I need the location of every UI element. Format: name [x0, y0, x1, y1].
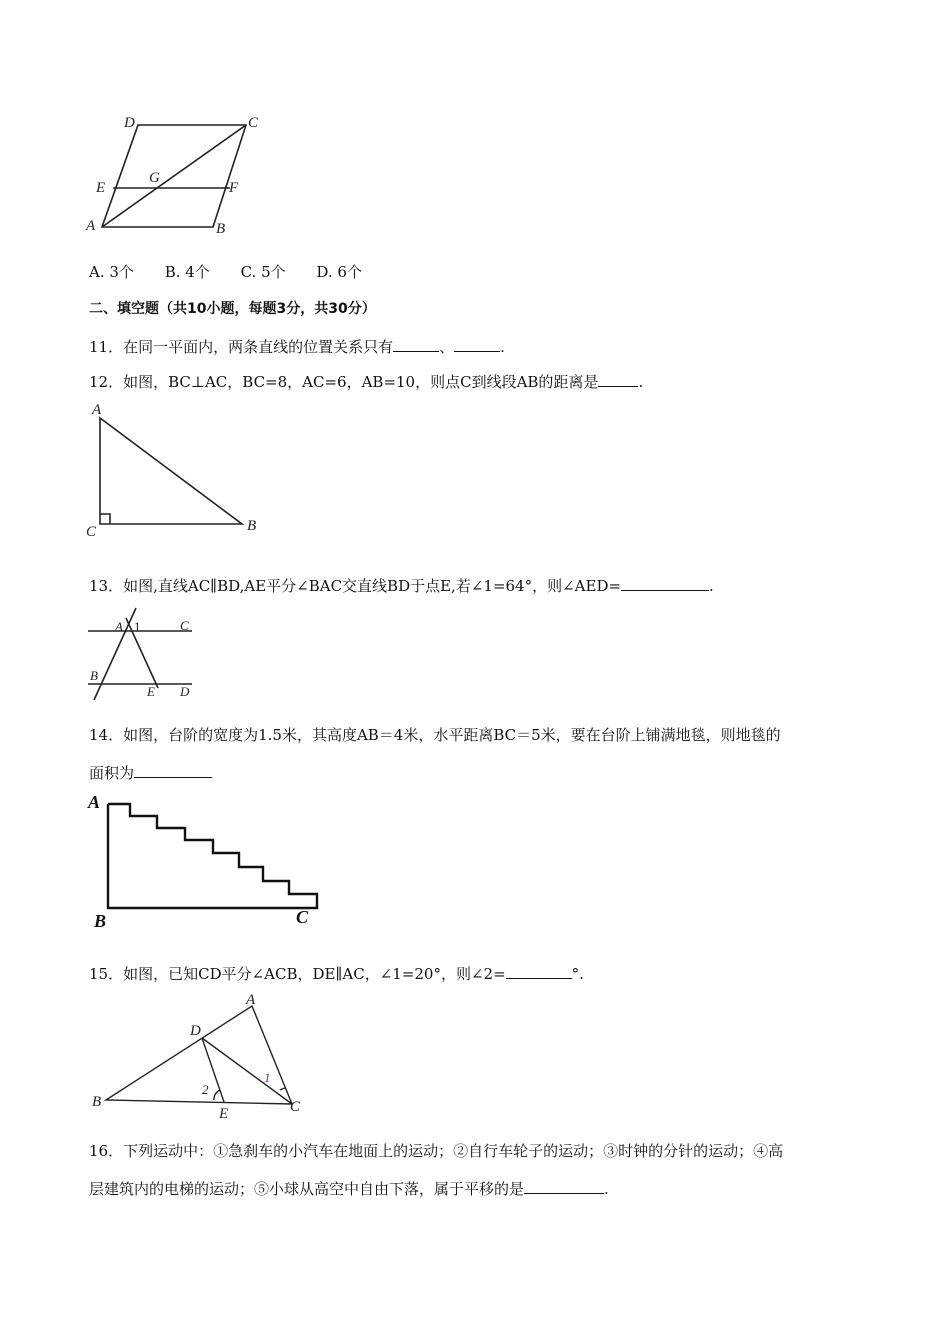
triangle-abc: [106, 1006, 292, 1104]
question-14-line-1: 14．如图，台阶的宽度为1.5米，其高度AB＝4米，水平距离BC＝5米，要在台阶上铺满地毯，则地毯的: [89, 726, 781, 744]
parallel-lines-svg: [84, 604, 204, 704]
q12-blank[interactable]: [598, 372, 638, 387]
label-b: B: [90, 668, 98, 683]
right-angle-mark: [100, 514, 110, 524]
label-c: C: [290, 1099, 301, 1115]
question-16-line-1: 16．下列运动中：①急刹车的小汽车在地面上的运动；②自行车轮子的运动；③时钟的分针的运动；④高: [89, 1142, 784, 1160]
label-b: B: [247, 518, 257, 534]
label-c: C: [248, 115, 259, 131]
figure-stairs: [84, 790, 334, 935]
section-heading: 二、填空题（共10小题，每题3分，共30分）: [89, 301, 376, 317]
q11-end: .: [500, 338, 505, 356]
label-e: E: [96, 180, 106, 196]
q12-end: .: [638, 373, 644, 391]
question-14-line-2: [89, 763, 212, 783]
q11-blank-1[interactable]: [393, 337, 439, 352]
label-c: C: [180, 618, 189, 633]
label-d: D: [124, 115, 135, 131]
label-a: A: [246, 992, 256, 1008]
stairs-outline: [108, 804, 317, 908]
choice-b[interactable]: B. 4个: [164, 263, 210, 281]
triangle-bisector-svg: [88, 990, 318, 1120]
q14-blank[interactable]: [134, 763, 212, 778]
label-d: D: [190, 1023, 201, 1039]
q16-end: .: [604, 1180, 609, 1198]
label-angle-1: 1: [134, 619, 141, 634]
question-13: [89, 576, 714, 596]
q13-blank[interactable]: [621, 576, 709, 591]
question-15: [89, 964, 584, 984]
choices-row: [89, 262, 388, 282]
q11-blank-2[interactable]: [454, 337, 500, 352]
figure-parallelogram: [80, 105, 280, 240]
q15-blank[interactable]: [506, 964, 572, 979]
q15-text: 15．如图，已知CD平分∠ACB，DE∥AC，∠1=20°，则∠2=: [89, 965, 506, 983]
label-a: A: [115, 619, 123, 634]
label-a: A: [92, 402, 102, 418]
label-a: A: [86, 218, 96, 234]
label-b: B: [92, 1094, 102, 1110]
q16-text: 层建筑内的电梯的运动；⑤小球从高空中自由下落，属于平移的是: [89, 1180, 525, 1198]
q16-blank[interactable]: [524, 1179, 604, 1194]
q11-text: 11．在同一平面内，两条直线的位置关系只有: [89, 338, 394, 356]
stairs-svg: [84, 790, 334, 935]
bisector-ae: [126, 618, 158, 688]
question-11: [89, 337, 505, 357]
label-e: E: [219, 1106, 229, 1122]
figure-triangle-bisector: [88, 990, 318, 1120]
question-12: [89, 372, 643, 392]
label-b: B: [216, 221, 226, 237]
q15-end: °.: [571, 965, 584, 983]
label-g: G: [149, 170, 160, 186]
label-a: A: [88, 792, 101, 812]
choice-d[interactable]: D. 6个: [316, 263, 362, 281]
right-triangle-svg: [84, 400, 274, 540]
label-angle-2: 2: [202, 1082, 209, 1097]
choice-a[interactable]: A. 3个: [89, 263, 134, 281]
figure-parallel-lines: [84, 604, 204, 704]
q12-text: 12．如图，BC⊥AC，BC=8，AC=6，AB=10，则点C到线段AB的距离是: [89, 373, 599, 391]
q11-separator: 、: [439, 338, 455, 356]
figure-right-triangle: [84, 400, 274, 540]
label-f: F: [229, 180, 239, 196]
choice-c[interactable]: C. 5个: [240, 263, 286, 281]
q14-text: 面积为: [89, 764, 135, 782]
label-e: E: [147, 684, 155, 699]
label-angle-1: 1: [264, 1070, 271, 1085]
question-16-line-2: [89, 1179, 609, 1199]
label-c: C: [296, 907, 309, 927]
label-b: B: [94, 911, 107, 931]
parallelogram-svg: [80, 105, 280, 240]
angle-1-arc: [280, 1088, 285, 1090]
q13-end: .: [709, 577, 714, 595]
triangle-abc: [100, 418, 242, 524]
diagonal-ac: [102, 125, 246, 227]
angle-2-arc: [214, 1090, 220, 1100]
label-c: C: [86, 524, 97, 540]
q13-text: 13．如图,直线AC∥BD,AE平分∠BAC交直线BD于点E,若∠1=64°，则∠AED=: [89, 577, 622, 595]
label-d: D: [180, 684, 190, 699]
